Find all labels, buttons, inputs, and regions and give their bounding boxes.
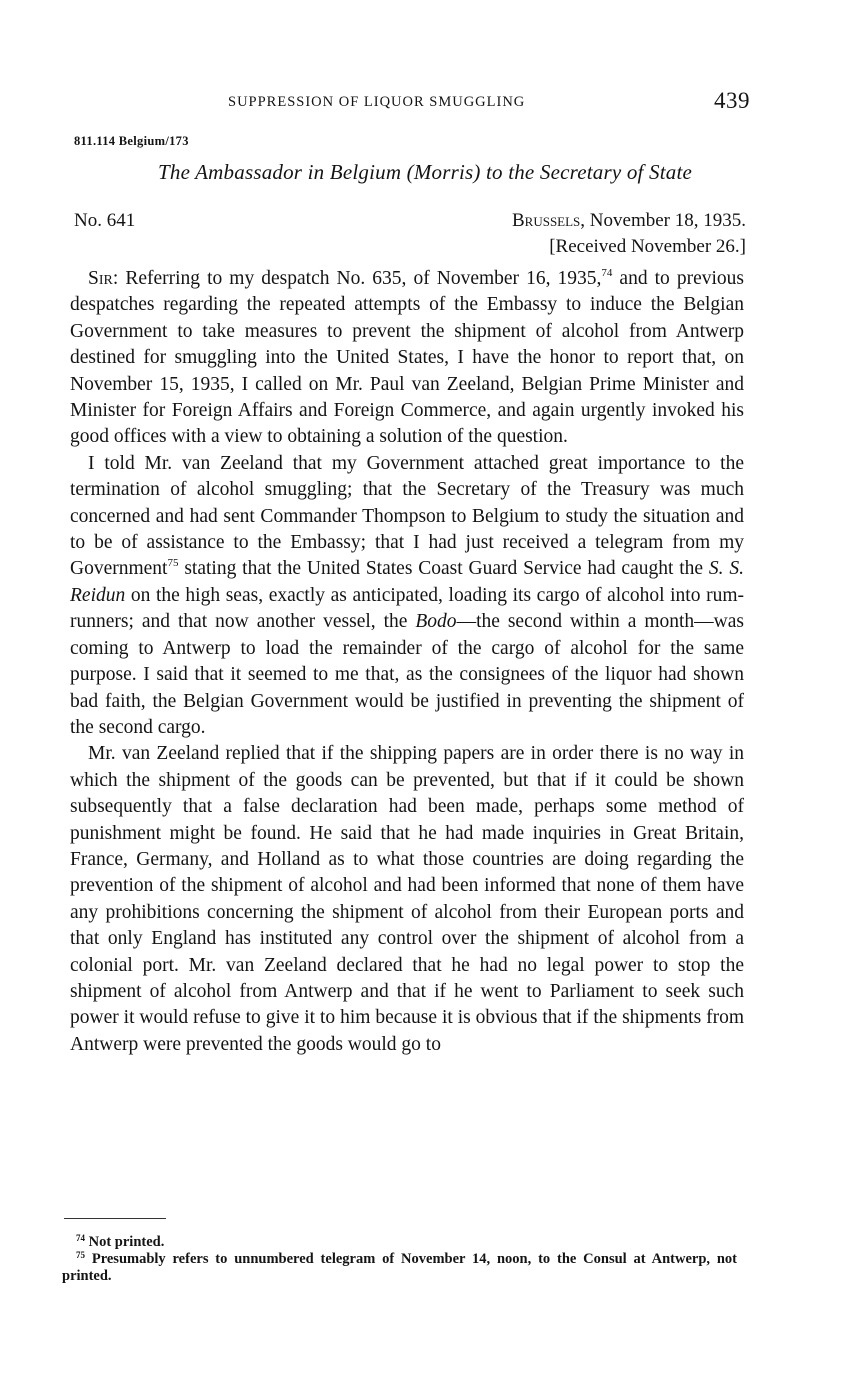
running-header — [68, 88, 750, 118]
dateline-place: Brussels — [511, 210, 581, 231]
despatch-number: No. 641 — [74, 210, 136, 231]
page-number: 439 — [714, 88, 750, 113]
paragraph-2-text-c: on the high seas, exactly as anticipated, loading its cargo of alcohol into rum-runners; and that now another vessel, the — [70, 584, 744, 633]
footnote-ref-75: 75 — [167, 557, 179, 570]
paragraph-2-text-a: I told Mr. van Zeeland that my Government attached great importance to the termination of alcohol smuggling; that the Secretary of the Treasury was much concerned and had sent Commander Thompson to Belgium to study the situation and to be of assistance to the Embassy; that I had just received a telegram from my Government — [70, 452, 744, 580]
footnote-text-75: Presumably refers to unnumbered telegram of November 14, noon, to the Consul at Antwerp, not printed. — [62, 1251, 737, 1284]
paragraph-2-text-d: —the second within a month—was coming to Antwerp to load the remainder of the cargo of alcohol for the same purpose. I said that it seemed to me that, as the consignees of the liquor had shown bad faith, the Belgian Government would be justified in preventing the shipment of the second cargo. — [70, 611, 745, 738]
dateline — [512, 210, 746, 232]
footnote-text-74: Not printed. — [85, 1234, 165, 1250]
document-title: The Ambassador in Belgium (Morris) to the Secretary of State — [157, 160, 693, 184]
footnote-marker-75: 75 — [76, 1250, 85, 1260]
paragraph-2 — [70, 451, 744, 741]
letter-body — [70, 266, 744, 1058]
footnote-ref-74: 74 — [601, 267, 613, 279]
salutation: Sir — [88, 268, 113, 289]
ship-name-reidun: S. S. Reidun — [70, 558, 744, 606]
file-reference: 811.114 Belgium/173 — [74, 134, 189, 148]
running-title: SUPPRESSION OF LIQUOR SMUGGLING — [228, 94, 526, 110]
paragraph-2-text-b: stating that the United States Coast Guard Service had caught the — [178, 558, 709, 580]
footnote-marker-74: 74 — [76, 1233, 85, 1243]
paragraph-1 — [70, 266, 744, 451]
footnotes — [62, 1234, 737, 1285]
ship-name-bodo: Bodo — [415, 611, 457, 633]
received-date: [Received November 26.] — [549, 236, 746, 257]
footnote-75 — [62, 1251, 737, 1285]
paragraph-1-text-b: and to previous despatches regarding the repeated attempts of the Embassy to induce the Belgian Government to take measures to prevent the shipment of alcohol from Antwerp destined for smuggling into the United States, I have the honor to report that, on November 15, 1935, I called on Mr. Paul van Zeeland, Belgian Prime Minister and Minister for Foreign Affairs and Foreign Commerce, and again urgently invoked his good offices with a view to obtaining a solution of the question. — [70, 268, 744, 448]
paragraph-3: Mr. van Zeeland replied that if the shipping papers are in order there is no way in which the shipment of the goods can be prevented, but that if it could be shown subsequently that a false declaration had been made, perhaps some method of punishment might be found. He said that he had made inquiries in Great Britain, France, Germany, and Holland as to what those countries are doing regarding the prevention of the shipment of alcohol and had been informed that none of them have any prohibitions concerning the shipment of alcohol from their European ports and that only England has instituted any control over the shipment of alcohol from a colonial port. Mr. van Zeeland declared that he had no legal power to stop the shipment of alcohol from Antwerp and that if he went to Parliament to seek such power it would refuse to give it to him because it is obvious that if the shipments from Antwerp were prevented the goods would go to — [70, 743, 744, 1055]
paragraph-1-text-a: : Referring to my despatch No. 635, of November 16, 1935, — [112, 268, 602, 289]
footnote-divider — [64, 1218, 166, 1219]
dateline-date: , November 18, 1935. — [580, 210, 746, 231]
footnote-74 — [62, 1234, 737, 1251]
